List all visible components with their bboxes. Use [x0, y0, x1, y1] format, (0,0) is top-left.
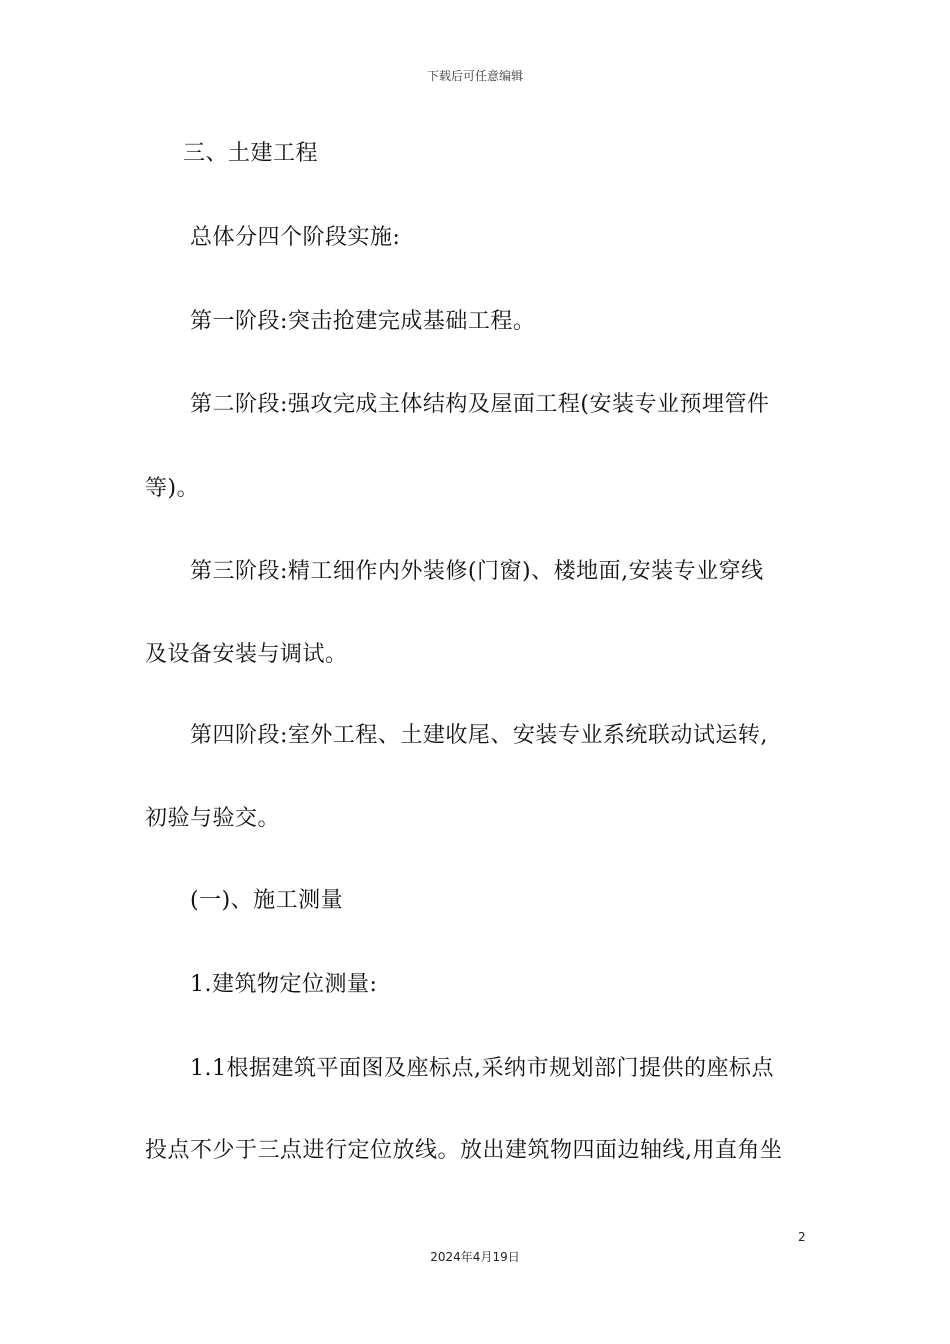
section-heading: 三、土建工程 — [183, 141, 319, 166]
paragraph-line: 总体分四个阶段实施: — [190, 225, 401, 250]
page-header: 下载后可任意编辑 — [426, 69, 523, 83]
paragraph-line: 第一阶段:突击抢建完成基础工程。 — [190, 309, 536, 334]
paragraph-line: 及设备安装与调试。 — [145, 642, 348, 667]
paragraph-line: 第四阶段:室外工程、土建收尾、安装专业系统联动试运转, — [190, 723, 768, 748]
subsection-heading: (一)、施工测量 — [190, 888, 344, 913]
paragraph-line: 1.建筑物定位测量: — [190, 972, 378, 997]
paragraph-line: 投点不少于三点进行定位放线。放出建筑物四面边轴线,用直角坐 — [145, 1138, 783, 1163]
paragraph-line: 1.1根据建筑平面图及座标点,采纳市规划部门提供的座标点 — [190, 1056, 774, 1081]
page-number: 2 — [798, 1230, 806, 1244]
paragraph-line: 等)。 — [145, 476, 200, 501]
paragraph-line: 第二阶段:强攻完成主体结构及屋面工程(安装专业预埋管件 — [190, 392, 770, 417]
paragraph-line: 初验与验交。 — [145, 806, 281, 831]
page-footer-date: 2024年4月19日 — [430, 1250, 520, 1264]
paragraph-line: 第三阶段:精工细作内外装修(门窗)、楼地面,安装专业穿线 — [190, 559, 764, 584]
